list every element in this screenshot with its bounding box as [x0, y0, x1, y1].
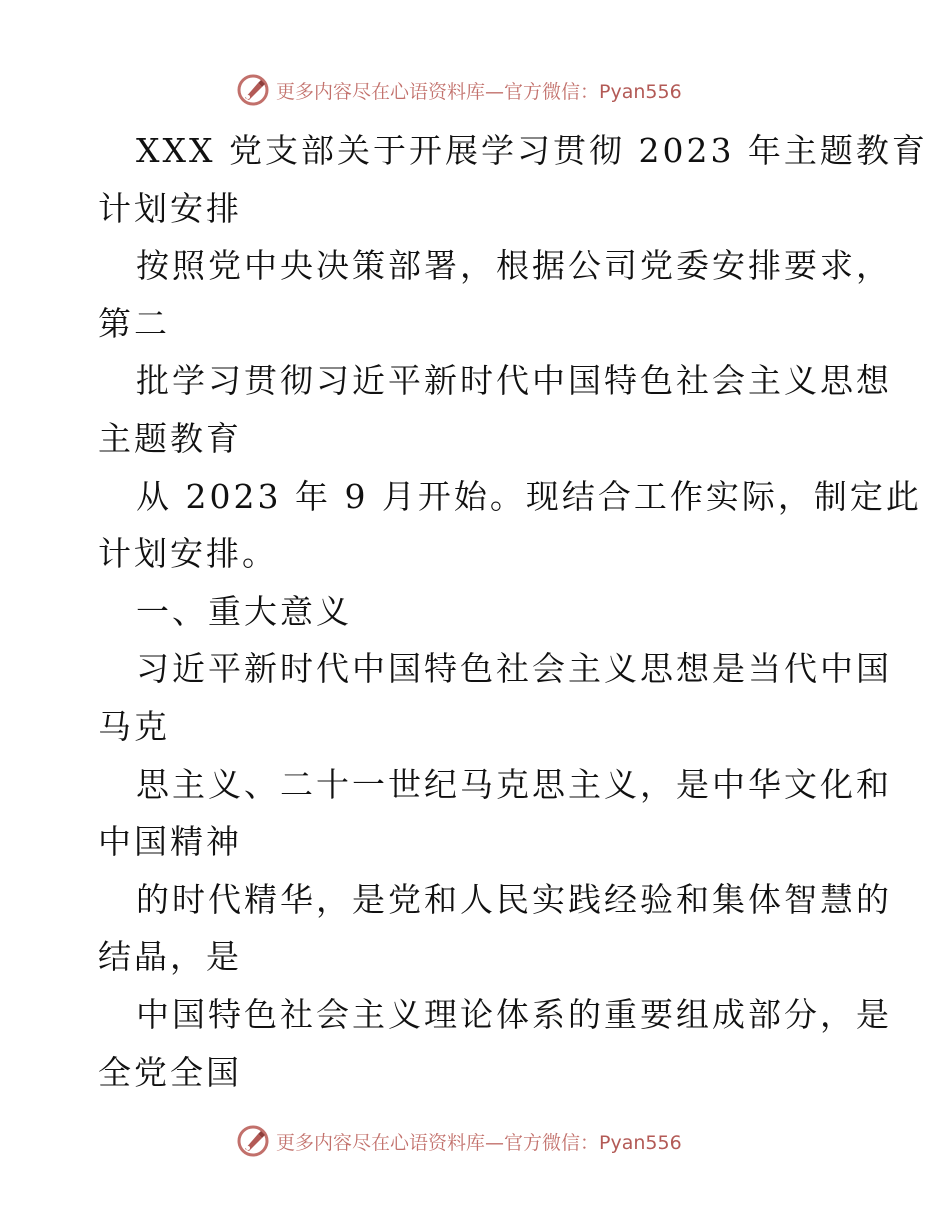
watermark-separator: —: [485, 80, 505, 103]
fountain-pen-logo-icon: [236, 73, 270, 107]
document-line: 一、重大意义: [136, 591, 352, 631]
document-line: 按照党中央决策部署，根据公司党委安排要求，: [136, 246, 892, 286]
document-line: 结晶，是: [98, 937, 242, 977]
document-line: 第二: [98, 303, 170, 343]
watermark-text: [276, 77, 682, 104]
document-line: 思主义、二十一世纪马克思主义，是中华文化和: [136, 764, 892, 804]
watermark-suffix: 官方微信：: [504, 1131, 600, 1154]
document-line: 计划安排。: [98, 534, 278, 574]
watermark-text: [276, 1128, 682, 1155]
watermark-separator: —: [485, 1131, 505, 1154]
document-line: 中国精神: [98, 822, 242, 862]
document-line: 的时代精华，是党和人民实践经验和集体智慧的: [136, 879, 892, 919]
watermark-account: Pyan556: [599, 80, 682, 103]
watermark-site: 更多内容尽在心语资料库: [276, 80, 486, 103]
document-line: 中国特色社会主义理论体系的重要组成部分，是: [136, 994, 892, 1034]
watermark-suffix: 官方微信：: [504, 80, 600, 103]
document-line: 主题教育: [98, 418, 242, 458]
watermark-site: 更多内容尽在心语资料库: [276, 1131, 486, 1154]
document-line: 全党全国: [98, 1052, 242, 1092]
document-line: 计划安排: [98, 188, 242, 228]
document-line: 从 2023 年 9 月开始。现结合工作实际，制定此: [136, 476, 922, 516]
footer-watermark: [236, 1124, 682, 1158]
document-line: 马克: [98, 706, 170, 746]
document-body: [98, 122, 928, 1101]
document-line: 习近平新时代中国特色社会主义思想是当代中国: [136, 649, 892, 689]
header-watermark: [236, 73, 682, 107]
watermark-account: Pyan556: [599, 1131, 682, 1154]
fountain-pen-logo-icon: [236, 1124, 270, 1158]
document-line: 批学习贯彻习近平新时代中国特色社会主义思想: [136, 361, 892, 401]
document-line: XXX 党支部关于开展学习贯彻 2023 年主题教育: [136, 131, 928, 170]
